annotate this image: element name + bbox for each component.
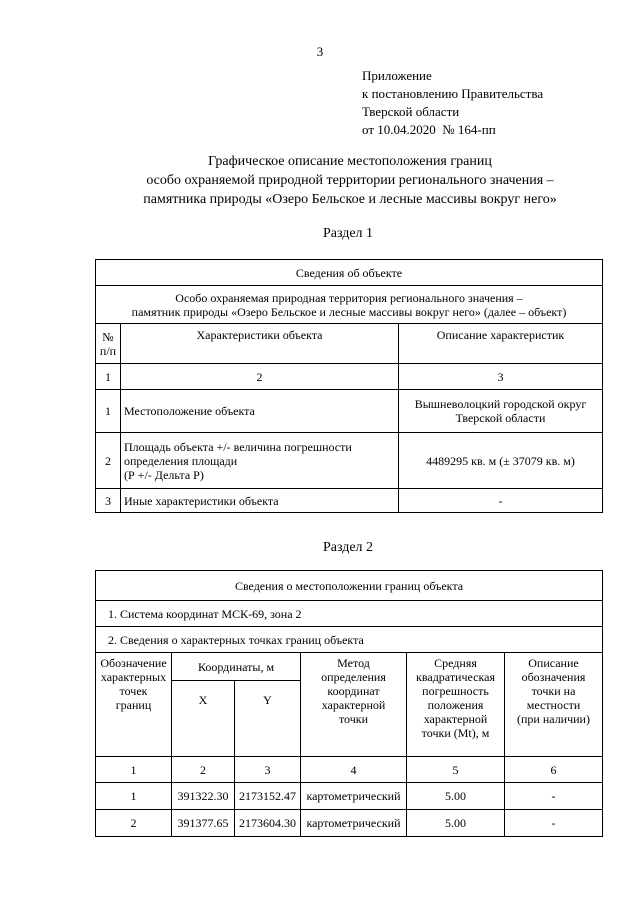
header-characteristics: Характеристики объекта xyxy=(121,324,399,364)
point-error: 5.00 xyxy=(407,783,505,810)
column-number: 1 xyxy=(96,364,121,390)
header-line: Метод xyxy=(337,656,370,670)
title-line: Графическое описание местоположения границ xyxy=(208,154,492,169)
page-number: 3 xyxy=(316,44,324,59)
object-name-line: памятник природы «Озеро Бельское и лесные массивы вокруг него» (далее – объект) xyxy=(131,304,567,319)
row-characteristic: Местоположение объекта xyxy=(121,390,399,433)
header-line: точки xyxy=(338,712,369,726)
header-line: Обозначение xyxy=(100,656,167,670)
boundary-points-table xyxy=(95,570,603,837)
header-line: местности xyxy=(526,698,581,712)
column-number: 1 xyxy=(96,757,172,783)
header-line: характерной xyxy=(321,698,386,712)
table-title: Сведения о местоположении границ объекта xyxy=(96,571,603,601)
header-line: погрешность xyxy=(422,684,489,698)
header-line: границ xyxy=(115,698,152,712)
column-number: 6 xyxy=(505,757,603,783)
header-line: обозначения xyxy=(521,670,586,684)
point-error: 5.00 xyxy=(407,810,505,837)
table-title: Сведения об объекте xyxy=(96,260,603,286)
object-name-cell xyxy=(96,286,603,324)
point-method: картометрический xyxy=(301,783,407,810)
section-2-heading: Раздел 2 xyxy=(322,540,374,555)
appendix-line: Тверской области xyxy=(362,104,460,119)
table-row xyxy=(96,390,603,433)
table-row xyxy=(96,783,603,810)
appendix-line: Приложение xyxy=(362,68,432,83)
header-line: квадратическая xyxy=(416,670,495,684)
column-number: 4 xyxy=(301,757,407,783)
point-x: 391322.30 xyxy=(172,783,235,810)
header-line: точек xyxy=(119,684,148,698)
header-error xyxy=(407,653,505,757)
column-number: 2 xyxy=(172,757,235,783)
header-num-line: № xyxy=(102,329,114,344)
header-point-designation xyxy=(96,653,172,757)
point-method: картометрический xyxy=(301,810,407,837)
header-y: Y xyxy=(235,681,301,757)
header-line: определения xyxy=(321,670,386,684)
point-id: 1 xyxy=(96,783,172,810)
header-line: Описание xyxy=(528,656,579,670)
header-line: (при наличии) xyxy=(517,712,590,726)
coordinate-system: 1. Система координат МСК-69, зона 2 xyxy=(96,601,603,627)
table-row xyxy=(96,489,603,513)
row-characteristic-line: Площадь объекта +/- величина погрешности xyxy=(124,439,352,454)
table-row xyxy=(96,810,603,837)
header-local-designation xyxy=(505,653,603,757)
point-id: 2 xyxy=(96,810,172,837)
row-value xyxy=(399,390,603,433)
header-line: точки на xyxy=(531,684,576,698)
appendix-line: к постановлению Правительства xyxy=(362,86,544,101)
row-characteristic xyxy=(121,433,399,489)
header-line: координат xyxy=(327,684,380,698)
point-description: - xyxy=(505,810,603,837)
section-1-heading: Раздел 1 xyxy=(322,226,374,241)
row-value: - xyxy=(399,489,603,513)
row-value: 4489295 кв. м (± 37079 кв. м) xyxy=(399,433,603,489)
header-line: характерных xyxy=(100,670,167,684)
document-title xyxy=(60,152,640,209)
row-num: 3 xyxy=(96,489,121,513)
row-num: 1 xyxy=(96,390,121,433)
point-x: 391377.65 xyxy=(172,810,235,837)
row-characteristic: Иные характеристики объекта xyxy=(121,489,399,513)
column-number: 3 xyxy=(235,757,301,783)
header-description: Описание характеристик xyxy=(399,324,603,364)
header-coordinates: Координаты, м xyxy=(172,653,301,681)
points-title: 2. Сведения о характерных точках границ объекта xyxy=(96,627,603,653)
row-characteristic-line: определения площади xyxy=(124,453,238,468)
object-name-line: Особо охраняемая природная территория регионального значения – xyxy=(175,290,523,305)
point-description: - xyxy=(505,783,603,810)
header-line: точки (Mt), м xyxy=(421,726,490,740)
header-method xyxy=(301,653,407,757)
title-line: особо охраняемой природной территории регионального значения – xyxy=(146,173,554,188)
row-characteristic-line: (Р +/- Дельта Р) xyxy=(124,467,204,482)
header-num xyxy=(96,324,121,364)
appendix-date-number: от 10.04.2020 № 164-пп xyxy=(362,122,496,137)
header-x: X xyxy=(172,681,235,757)
header-line: характерной xyxy=(423,712,488,726)
point-y: 2173152.47 xyxy=(235,783,301,810)
column-number: 5 xyxy=(407,757,505,783)
column-number: 3 xyxy=(399,364,603,390)
title-line: памятника природы «Озеро Бельское и лесные массивы вокруг него» xyxy=(143,192,557,207)
header-num-line: п/п xyxy=(99,343,117,358)
point-y: 2173604.30 xyxy=(235,810,301,837)
row-value-line: Тверской области xyxy=(455,411,546,425)
appendix-header xyxy=(362,67,543,139)
table-row xyxy=(96,433,603,489)
header-line: положения xyxy=(427,698,484,712)
header-line: Средняя xyxy=(434,656,477,670)
column-number: 2 xyxy=(121,364,399,390)
row-value-line: Вышневолоцкий городской округ xyxy=(414,397,587,411)
object-info-table xyxy=(95,259,603,513)
row-num: 2 xyxy=(96,433,121,489)
